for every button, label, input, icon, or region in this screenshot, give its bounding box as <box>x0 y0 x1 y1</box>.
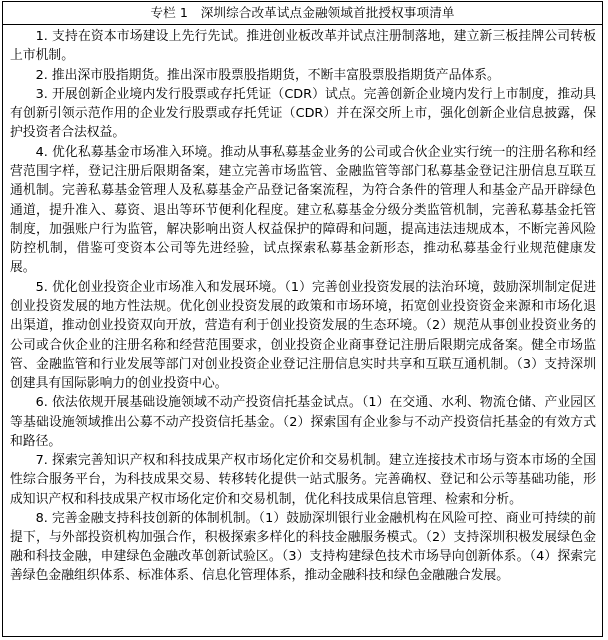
box-content <box>3 25 602 585</box>
box-title: 专栏 1 深圳综合改革试点金融领域首批授权事项清单 <box>3 2 602 25</box>
list-item-5: 5. 优化创业投资企业市场准入和发展环境。（1）完善创业投资发展的法治环境，鼓励深圳制定促进创业投资发展的地方性法规。优化创业投资发展的政策和市场环境，拓宽创业投资资金来源和市场化退出渠道，推动创业投资双向开放，营造有利于创业投资发展的生态环境。（2）规范从事创业投资业务的公司或合伙企业的注册名称和经营范围要求，创业投资企业商事登记注册后限期完成备案。健全市场监管、金融监管和行业发展等部门对创业投资企业登记注册信息实时共享和互联互通机制。（3）支持深圳创建具有国际影响力的创业投资中心。 <box>10 279 596 392</box>
list-item-6: 6. 依法依规开展基础设施领域不动产投资信托基金试点。（1）在交通、水利、物流仓储、产业园区等基础设施领域推出公募不动产投资信托基金。（2）探索国有企业参与不动产投资信托基金的有效方式和路径。 <box>10 395 596 449</box>
list-item-2: 2. 推出深市股指期货。推出深市股票股指期货，不断丰富股票股指期货产品体系。 <box>35 67 500 83</box>
list-item-1: 1. 支持在资本市场建设上先行先试。推进创业板改革并试点注册制落地，建立新三板挂牌公司转板上市机制。 <box>10 29 596 64</box>
policy-box <box>2 1 603 637</box>
list-item-3: 3. 开展创新企业境内发行股票或存托凭证（CDR）试点。完善创新企业境内发行上市制度，推动具有创新引领示范作用的企业发行股票或存托凭证（CDR）并在深交所上市，强化创新企业信息披露，保护投资者合法权益。 <box>10 86 596 141</box>
list-item-8: 8. 完善金融支持科技创新的体制机制。（1）鼓励深圳银行业金融机构在风险可控、商业可持续的前提下，与外部投资机构加强合作，积极探索多样化的科技金融服务模式。（2）支持深圳积极发展绿色金融和科技金融，申建绿色金融改革创新试验区。（3）支持构建绿色技术市场导向创新体系。（4）探索完善绿色金融组织体系、标准体系、信息化管理体系，推动金融科技和绿色金融融合发展。 <box>10 511 596 584</box>
list-item-7: 7. 探索完善知识产权和科技成果产权市场化定价和交易机制。建立连接技术市场与资本市场的全国性综合服务平台，为科技成果交易、转移转化提供一站式服务。完善确权、登记和公示等基础功能，形成知识产权和科技成果产权市场化定价和交易机制，优化科技成果信息管理、检索和分析。 <box>10 453 596 507</box>
list-item-4: 4. 优化私募基金市场准入环境。推动从事私募基金业务的公司或合伙企业实行统一的注册名称和经营范围字样，登记注册后限期备案，建立完善市场监管、金融监管等部门私募基金登记注册信息互联互通机制。完善私募基金管理人及私募基金产品登记备案流程，为符合条件的管理人和基金产品开辟绿色通道，提升准入、募资、退出等环节便利化程度。建立私募基金分级分类监管机制，完善私募基金托管制度，加强账户行为监管，解决影响出资人权益保护的障碍和问题，提高违法违规成本，不断完善风险防控机制，借鉴可变资本公司等先进经验，试点探索私募基金新形态，推动私募基金行业规范健康发展。 <box>10 144 596 276</box>
